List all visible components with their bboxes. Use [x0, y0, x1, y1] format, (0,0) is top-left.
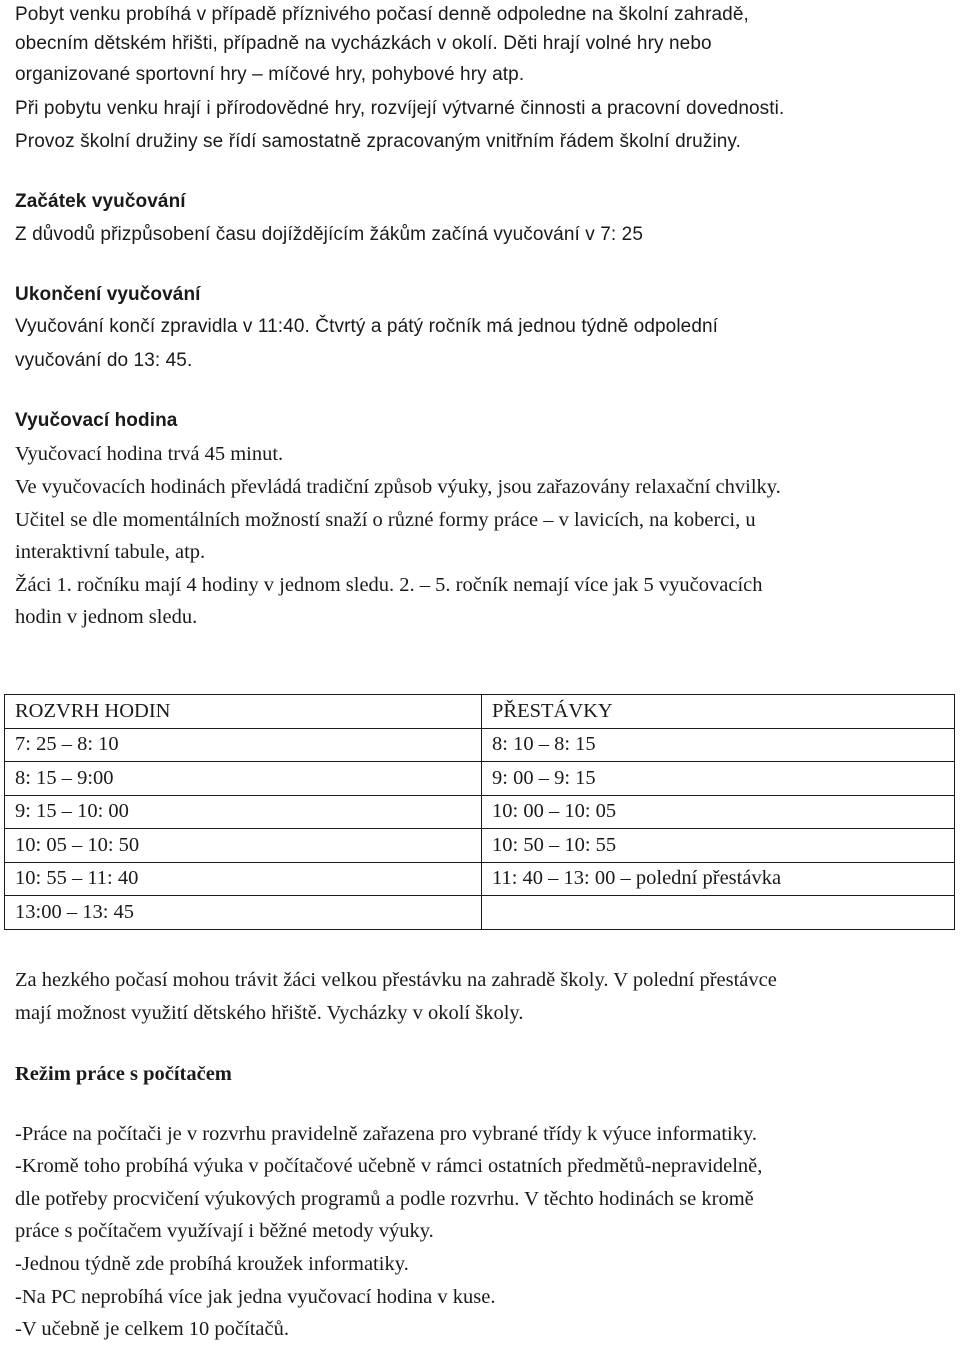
lesson-time-cell: 10: 05 – 10: 50 — [5, 829, 482, 863]
computer-heading: Režim práce s počítačem — [15, 1063, 232, 1085]
header-breaks: PŘESTÁVKY — [482, 695, 955, 729]
lesson-time-cell: 8: 15 – 9:00 — [5, 762, 482, 796]
start-heading: Začátek vyučování — [15, 191, 186, 212]
table-row — [5, 896, 955, 930]
intro-line-1: Pobyt venku probíhá v případě příznivého počasí denně odpoledne na školní zahradě, — [15, 4, 749, 25]
lesson-time-cell: 10: 55 – 11: 40 — [5, 862, 482, 896]
lesson-time-cell: 13:00 – 13: 45 — [5, 896, 482, 930]
intro-line-2: obecním dětském hřišti, případně na vycházkách v okolí. Děti hrají volné hry nebo — [15, 33, 712, 54]
header-schedule: ROZVRH HODIN — [5, 695, 482, 729]
lesson-heading: Vyučovací hodina — [15, 410, 178, 431]
breaks-line-2: mají možnost využití dětského hřiště. Vycházky v okolí školy. — [15, 1002, 524, 1024]
lesson-line-4: interaktivní tabule, atp. — [15, 541, 206, 563]
start-text: Z důvodů přizpůsobení času dojíždějícím žákům začíná vyučování v 7: 25 — [15, 224, 643, 245]
computer-line-1: -Práce na počítači je v rozvrhu pravidelně zařazena pro vybrané třídy k výuce informatiky. — [15, 1123, 758, 1145]
end-heading: Ukončení vyučování — [15, 284, 201, 305]
computer-line-4: práce s počítačem využívají i běžné metody výuky. — [15, 1220, 434, 1242]
break-time-cell: 10: 00 – 10: 05 — [482, 795, 955, 829]
table-row — [5, 762, 955, 796]
computer-line-6: -Na PC neprobíhá více jak jedna vyučovací hodina v kuse. — [15, 1286, 496, 1308]
computer-line-7: -V učebně je celkem 10 počítačů. — [15, 1318, 289, 1340]
table-row — [5, 728, 955, 762]
break-time-cell: 10: 50 – 10: 55 — [482, 829, 955, 863]
schedule-table — [4, 694, 955, 930]
lesson-line-3: Učitel se dle momentálních možností snaží o různé formy práce – v lavicích, na koberci, u — [15, 509, 756, 531]
table-row — [5, 829, 955, 863]
lesson-time-cell: 7: 25 – 8: 10 — [5, 728, 482, 762]
computer-line-2: -Kromě toho probíhá výuka v počítačové učebně v rámci ostatních předmětů-nepravidelně, — [15, 1155, 763, 1177]
end-line-1: Vyučování končí zpravidla v 11:40. Čtvrtý a pátý ročník má jednou týdně odpolední — [15, 316, 719, 337]
break-time-cell: 11: 40 – 13: 00 – polední přestávka — [482, 862, 955, 896]
break-time-cell: 9: 00 – 9: 15 — [482, 762, 955, 796]
lesson-line-2: Ve vyučovacích hodinách převládá tradiční způsob výuky, jsou zařazovány relaxační chvilky. — [15, 476, 781, 498]
end-line-2: vyučování do 13: 45. — [15, 350, 193, 371]
intro-line-3: organizované sportovní hry – míčové hry, pohybové hry atp. — [15, 64, 525, 85]
table-row — [5, 862, 955, 896]
computer-line-5: -Jednou týdně zde probíhá kroužek informatiky. — [15, 1253, 409, 1275]
break-time-cell — [482, 896, 955, 930]
lesson-line-1: Vyučovací hodina trvá 45 minut. — [15, 443, 284, 465]
break-time-cell: 8: 10 – 8: 15 — [482, 728, 955, 762]
table-header-row — [5, 695, 955, 729]
lesson-line-5: Žáci 1. ročníku mají 4 hodiny v jednom sledu. 2. – 5. ročník nemají více jak 5 vyučovacích — [15, 574, 763, 596]
lesson-line-6: hodin v jednom sledu. — [15, 606, 198, 628]
intro-line-4: Při pobytu venku hrají i přírodovědné hry, rozvíjejí výtvarné činnosti a pracovní dovednosti. — [15, 98, 785, 119]
intro-line-5: Provoz školní družiny se řídí samostatně zpracovaným vnitřním řádem školní družiny. — [15, 131, 742, 152]
table-row — [5, 795, 955, 829]
lesson-time-cell: 9: 15 – 10: 00 — [5, 795, 482, 829]
computer-line-3: dle potřeby procvičení výukových programů a podle rozvrhu. V těchto hodinách se kromě — [15, 1188, 754, 1210]
breaks-line-1: Za hezkého počasí mohou trávit žáci velkou přestávku na zahradě školy. V polední přestávce — [15, 969, 777, 991]
